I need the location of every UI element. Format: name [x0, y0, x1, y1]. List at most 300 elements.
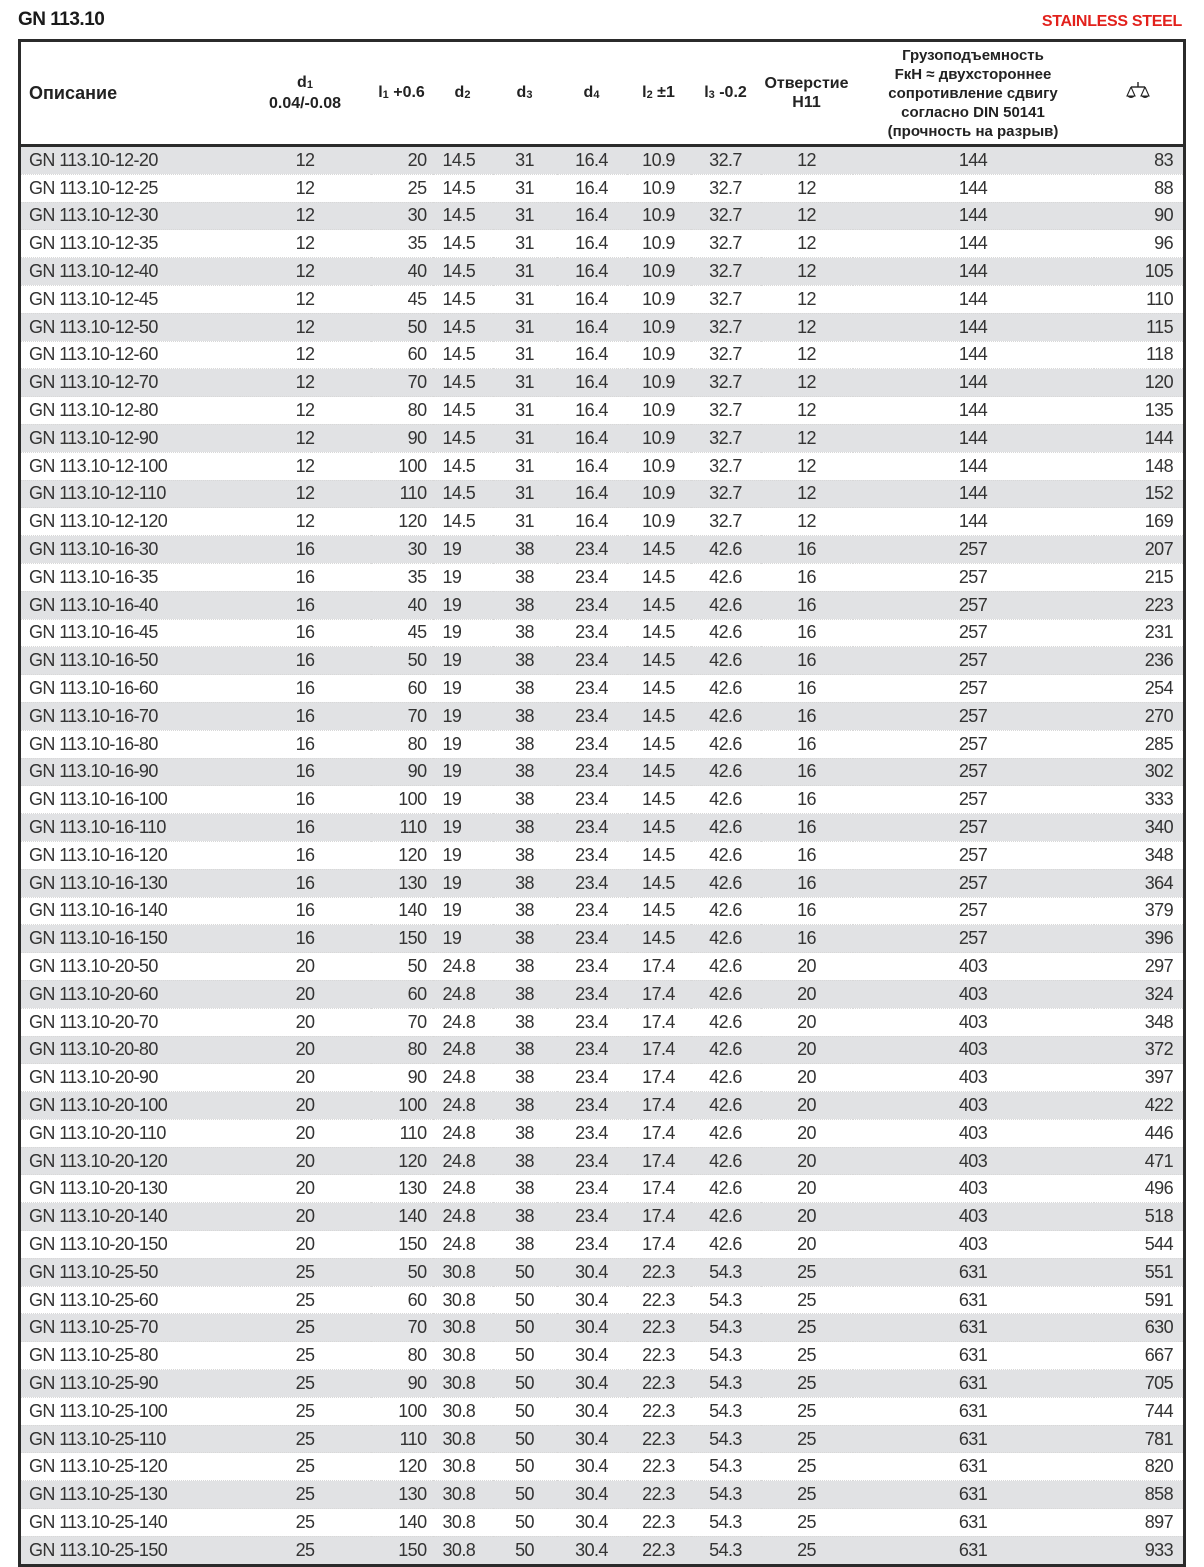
cell-l1: 45: [371, 619, 433, 647]
cell-l2: 17.4: [627, 1036, 691, 1064]
cell-weight: 364: [1094, 869, 1185, 897]
cell-d3: 50: [493, 1286, 557, 1314]
table-row: [20, 1286, 1185, 1314]
cell-l2: 14.5: [627, 758, 691, 786]
cell-l3: 54.3: [691, 1536, 761, 1565]
cell-l3: 54.3: [691, 1258, 761, 1286]
cell-l1: 150: [371, 1536, 433, 1565]
cell-weight: 152: [1094, 480, 1185, 508]
specification-table: [18, 39, 1186, 1567]
cell-description: GN 113.10-12-90: [20, 424, 240, 452]
table-row: [20, 1231, 1185, 1259]
cell-d4: 23.4: [557, 953, 627, 981]
cell-hole-h11: 20: [761, 1175, 853, 1203]
cell-l2: 14.5: [627, 536, 691, 564]
cell-l2: 17.4: [627, 1175, 691, 1203]
cell-l1: 35: [371, 230, 433, 258]
cell-l2: 10.9: [627, 424, 691, 452]
cell-description: GN 113.10-16-30: [20, 536, 240, 564]
cell-l1: 130: [371, 869, 433, 897]
cell-d1: 16: [240, 786, 371, 814]
cell-l3: 54.3: [691, 1370, 761, 1398]
cell-d3: 38: [493, 841, 557, 869]
cell-load-capacity: 403: [853, 1231, 1094, 1259]
table-body: [20, 146, 1185, 1566]
cell-l2: 10.9: [627, 146, 691, 175]
cell-weight: 933: [1094, 1536, 1185, 1565]
cell-weight: 858: [1094, 1481, 1185, 1509]
cell-hole-h11: 20: [761, 1203, 853, 1231]
cell-l1: 70: [371, 1008, 433, 1036]
table-row: [20, 1008, 1185, 1036]
cell-hole-h11: 12: [761, 258, 853, 286]
cell-load-capacity: 257: [853, 675, 1094, 703]
cell-d1: 25: [240, 1425, 371, 1453]
cell-hole-h11: 16: [761, 563, 853, 591]
cell-d3: 38: [493, 702, 557, 730]
cell-load-capacity: 144: [853, 285, 1094, 313]
cell-description: GN 113.10-25-100: [20, 1397, 240, 1425]
cell-weight: 236: [1094, 647, 1185, 675]
cell-hole-h11: 12: [761, 313, 853, 341]
cell-d3: 38: [493, 1203, 557, 1231]
cell-load-capacity: 144: [853, 508, 1094, 536]
cell-d2: 19: [433, 730, 493, 758]
cell-load-capacity: 257: [853, 591, 1094, 619]
capacity-line-2: FкН ≈ двухстороннее: [894, 65, 1052, 83]
cell-description: GN 113.10-16-100: [20, 786, 240, 814]
cell-d4: 23.4: [557, 1092, 627, 1120]
cell-hole-h11: 16: [761, 591, 853, 619]
cell-load-capacity: 257: [853, 786, 1094, 814]
cell-d3: 31: [493, 480, 557, 508]
cell-l3: 42.6: [691, 591, 761, 619]
cell-hole-h11: 16: [761, 619, 853, 647]
cell-d4: 16.4: [557, 285, 627, 313]
cell-description: GN 113.10-25-80: [20, 1342, 240, 1370]
cell-l3: 42.6: [691, 925, 761, 953]
cell-d4: 23.4: [557, 897, 627, 925]
cell-l2: 22.3: [627, 1425, 691, 1453]
cell-d3: 38: [493, 1231, 557, 1259]
table-row: [20, 1536, 1185, 1565]
cell-d3: 38: [493, 619, 557, 647]
cell-l3: 32.7: [691, 230, 761, 258]
cell-l1: 120: [371, 841, 433, 869]
table-row: [20, 1119, 1185, 1147]
cell-d2: 19: [433, 563, 493, 591]
cell-d2: 24.8: [433, 980, 493, 1008]
cell-d2: 30.8: [433, 1509, 493, 1537]
cell-l2: 14.5: [627, 730, 691, 758]
cell-hole-h11: 12: [761, 146, 853, 175]
cell-weight: 446: [1094, 1119, 1185, 1147]
cell-d2: 19: [433, 786, 493, 814]
cell-l1: 140: [371, 897, 433, 925]
cell-load-capacity: 257: [853, 730, 1094, 758]
cell-load-capacity: 144: [853, 341, 1094, 369]
cell-description: GN 113.10-20-60: [20, 980, 240, 1008]
cell-load-capacity: 144: [853, 369, 1094, 397]
cell-d4: 16.4: [557, 508, 627, 536]
cell-hole-h11: 25: [761, 1258, 853, 1286]
table-row: [20, 1397, 1185, 1425]
cell-l1: 150: [371, 925, 433, 953]
cell-description: GN 113.10-25-50: [20, 1258, 240, 1286]
cell-l2: 14.5: [627, 786, 691, 814]
table-row: [20, 980, 1185, 1008]
cell-description: GN 113.10-12-80: [20, 397, 240, 425]
cell-d1: 12: [240, 369, 371, 397]
cell-l2: 22.3: [627, 1370, 691, 1398]
cell-hole-h11: 16: [761, 897, 853, 925]
cell-l2: 14.5: [627, 897, 691, 925]
cell-d3: 38: [493, 1064, 557, 1092]
cell-hole-h11: 25: [761, 1509, 853, 1537]
cell-weight: 105: [1094, 258, 1185, 286]
cell-d4: 16.4: [557, 369, 627, 397]
table-row: [20, 341, 1185, 369]
cell-l1: 130: [371, 1175, 433, 1203]
cell-l1: 80: [371, 1036, 433, 1064]
cell-d1: 16: [240, 647, 371, 675]
cell-l3: 42.6: [691, 675, 761, 703]
cell-l3: 54.3: [691, 1453, 761, 1481]
cell-load-capacity: 144: [853, 258, 1094, 286]
cell-hole-h11: 16: [761, 869, 853, 897]
cell-d2: 19: [433, 702, 493, 730]
cell-l3: 42.6: [691, 1092, 761, 1120]
cell-d1: 20: [240, 1231, 371, 1259]
cell-l3: 54.3: [691, 1481, 761, 1509]
cell-d3: 31: [493, 424, 557, 452]
cell-l2: 22.3: [627, 1397, 691, 1425]
cell-l1: 90: [371, 758, 433, 786]
cell-d1: 20: [240, 1036, 371, 1064]
table-row: [20, 397, 1185, 425]
cell-hole-h11: 25: [761, 1481, 853, 1509]
cell-d4: 23.4: [557, 980, 627, 1008]
cell-l2: 22.3: [627, 1453, 691, 1481]
table-row: [20, 174, 1185, 202]
cell-d1: 16: [240, 897, 371, 925]
cell-d3: 38: [493, 730, 557, 758]
cell-l3: 32.7: [691, 424, 761, 452]
cell-l3: 42.6: [691, 1231, 761, 1259]
cell-d3: 31: [493, 174, 557, 202]
cell-l3: 42.6: [691, 1147, 761, 1175]
cell-d2: 14.5: [433, 313, 493, 341]
cell-hole-h11: 20: [761, 1147, 853, 1175]
cell-d1: 20: [240, 1064, 371, 1092]
cell-l2: 17.4: [627, 1203, 691, 1231]
cell-l2: 14.5: [627, 925, 691, 953]
cell-d1: 25: [240, 1286, 371, 1314]
cell-weight: 118: [1094, 341, 1185, 369]
cell-d2: 14.5: [433, 369, 493, 397]
cell-l3: 32.7: [691, 369, 761, 397]
cell-d2: 14.5: [433, 202, 493, 230]
cell-load-capacity: 631: [853, 1258, 1094, 1286]
cell-l3: 54.3: [691, 1425, 761, 1453]
cell-d4: 30.4: [557, 1342, 627, 1370]
cell-d1: 20: [240, 1092, 371, 1120]
table-row: [20, 258, 1185, 286]
cell-description: GN 113.10-16-40: [20, 591, 240, 619]
cell-l2: 10.9: [627, 452, 691, 480]
cell-weight: 135: [1094, 397, 1185, 425]
l3-subscript: 3: [708, 88, 715, 101]
cell-l3: 42.6: [691, 1036, 761, 1064]
capacity-line-4: согласно DIN 50141: [901, 103, 1045, 121]
table-row: [20, 452, 1185, 480]
cell-d1: 16: [240, 925, 371, 953]
cell-l3: 42.6: [691, 953, 761, 981]
cell-d1: 12: [240, 174, 371, 202]
cell-d3: 31: [493, 202, 557, 230]
table-row: [20, 1342, 1185, 1370]
cell-d4: 23.4: [557, 619, 627, 647]
cell-d1: 25: [240, 1453, 371, 1481]
cell-load-capacity: 144: [853, 174, 1094, 202]
cell-load-capacity: 631: [853, 1342, 1094, 1370]
table-row: [20, 508, 1185, 536]
cell-l1: 30: [371, 202, 433, 230]
cell-d2: 19: [433, 897, 493, 925]
cell-weight: 148: [1094, 452, 1185, 480]
cell-d2: 24.8: [433, 1064, 493, 1092]
cell-l1: 30: [371, 536, 433, 564]
cell-hole-h11: 12: [761, 452, 853, 480]
cell-description: GN 113.10-12-120: [20, 508, 240, 536]
cell-d4: 23.4: [557, 675, 627, 703]
col-header-description: [20, 41, 240, 146]
cell-d4: 30.4: [557, 1425, 627, 1453]
cell-weight: 270: [1094, 702, 1185, 730]
cell-load-capacity: 631: [853, 1509, 1094, 1537]
cell-load-capacity: 257: [853, 647, 1094, 675]
cell-weight: 820: [1094, 1453, 1185, 1481]
cell-d2: 24.8: [433, 1231, 493, 1259]
cell-l3: 42.6: [691, 1064, 761, 1092]
cell-description: GN 113.10-16-60: [20, 675, 240, 703]
cell-l2: 22.3: [627, 1314, 691, 1342]
cell-d3: 38: [493, 897, 557, 925]
cell-l1: 40: [371, 591, 433, 619]
cell-l1: 70: [371, 1314, 433, 1342]
cell-hole-h11: 16: [761, 786, 853, 814]
cell-d4: 23.4: [557, 1175, 627, 1203]
cell-load-capacity: 403: [853, 1064, 1094, 1092]
cell-l2: 17.4: [627, 1147, 691, 1175]
cell-d3: 38: [493, 758, 557, 786]
cell-weight: 83: [1094, 146, 1185, 175]
cell-d1: 16: [240, 675, 371, 703]
hole-label: Отверстие: [764, 75, 849, 92]
cell-d3: 50: [493, 1314, 557, 1342]
cell-d3: 31: [493, 341, 557, 369]
cell-d2: 14.5: [433, 146, 493, 175]
cell-d4: 30.4: [557, 1453, 627, 1481]
cell-weight: 144: [1094, 424, 1185, 452]
cell-l1: 80: [371, 730, 433, 758]
cell-d4: 30.4: [557, 1258, 627, 1286]
cell-d4: 16.4: [557, 202, 627, 230]
cell-l1: 70: [371, 702, 433, 730]
cell-d1: 20: [240, 980, 371, 1008]
capacity-line-3: сопротивление сдвигу: [888, 84, 1058, 102]
cell-hole-h11: 25: [761, 1397, 853, 1425]
cell-d1: 16: [240, 841, 371, 869]
l3-tolerance: -0.2: [719, 83, 747, 101]
cell-d1: 20: [240, 1203, 371, 1231]
cell-description: GN 113.10-16-90: [20, 758, 240, 786]
cell-description: GN 113.10-25-140: [20, 1509, 240, 1537]
cell-l3: 42.6: [691, 897, 761, 925]
table-row: [20, 369, 1185, 397]
cell-hole-h11: 12: [761, 508, 853, 536]
cell-l2: 17.4: [627, 1064, 691, 1092]
cell-l3: 42.6: [691, 702, 761, 730]
cell-d2: 30.8: [433, 1481, 493, 1509]
cell-d3: 31: [493, 146, 557, 175]
cell-d3: 38: [493, 591, 557, 619]
cell-weight: 215: [1094, 563, 1185, 591]
cell-d2: 30.8: [433, 1425, 493, 1453]
scale-icon: [1125, 80, 1151, 102]
cell-description: GN 113.10-16-35: [20, 563, 240, 591]
cell-d3: 31: [493, 230, 557, 258]
cell-description: GN 113.10-12-100: [20, 452, 240, 480]
cell-l1: 50: [371, 313, 433, 341]
cell-d3: 38: [493, 563, 557, 591]
cell-description: GN 113.10-16-80: [20, 730, 240, 758]
cell-d4: 30.4: [557, 1536, 627, 1565]
cell-load-capacity: 403: [853, 1119, 1094, 1147]
cell-d2: 30.8: [433, 1453, 493, 1481]
cell-d3: 50: [493, 1425, 557, 1453]
cell-hole-h11: 12: [761, 397, 853, 425]
cell-d4: 23.4: [557, 869, 627, 897]
cell-d2: 30.8: [433, 1258, 493, 1286]
cell-description: GN 113.10-12-70: [20, 369, 240, 397]
cell-l1: 120: [371, 1453, 433, 1481]
cell-l1: 60: [371, 675, 433, 703]
cell-l2: 10.9: [627, 230, 691, 258]
cell-weight: 297: [1094, 953, 1185, 981]
table-row: [20, 1064, 1185, 1092]
cell-load-capacity: 631: [853, 1286, 1094, 1314]
cell-weight: 96: [1094, 230, 1185, 258]
cell-d4: 23.4: [557, 591, 627, 619]
cell-d2: 19: [433, 869, 493, 897]
cell-weight: 667: [1094, 1342, 1185, 1370]
cell-description: GN 113.10-16-130: [20, 869, 240, 897]
cell-d3: 50: [493, 1370, 557, 1398]
table-row: [20, 841, 1185, 869]
cell-d2: 19: [433, 814, 493, 842]
cell-d2: 14.5: [433, 397, 493, 425]
cell-d2: 24.8: [433, 953, 493, 981]
cell-hole-h11: 12: [761, 285, 853, 313]
cell-hole-h11: 20: [761, 1231, 853, 1259]
cell-l3: 42.6: [691, 1175, 761, 1203]
cell-d2: 30.8: [433, 1314, 493, 1342]
cell-l3: 32.7: [691, 313, 761, 341]
cell-d1: 25: [240, 1314, 371, 1342]
cell-l2: 10.9: [627, 202, 691, 230]
cell-l1: 50: [371, 1258, 433, 1286]
d2-subscript: 2: [464, 88, 471, 101]
table-row: [20, 1314, 1185, 1342]
cell-d4: 16.4: [557, 480, 627, 508]
table-row: [20, 563, 1185, 591]
cell-hole-h11: 20: [761, 1064, 853, 1092]
cell-d2: 24.8: [433, 1147, 493, 1175]
cell-load-capacity: 403: [853, 980, 1094, 1008]
cell-description: GN 113.10-16-50: [20, 647, 240, 675]
cell-hole-h11: 12: [761, 480, 853, 508]
cell-l2: 22.3: [627, 1258, 691, 1286]
cell-d1: 16: [240, 702, 371, 730]
cell-description: GN 113.10-12-20: [20, 146, 240, 175]
cell-d4: 30.4: [557, 1509, 627, 1537]
cell-l2: 10.9: [627, 480, 691, 508]
cell-d1: 12: [240, 341, 371, 369]
cell-d2: 14.5: [433, 424, 493, 452]
cell-load-capacity: 257: [853, 925, 1094, 953]
cell-l1: 90: [371, 424, 433, 452]
cell-l1: 110: [371, 1119, 433, 1147]
cell-hole-h11: 25: [761, 1286, 853, 1314]
col-header-d1: [240, 41, 371, 146]
cell-l2: 22.3: [627, 1342, 691, 1370]
cell-l3: 42.6: [691, 619, 761, 647]
d1-subscript: 1: [306, 79, 313, 91]
cell-d1: 20: [240, 953, 371, 981]
cell-d4: 23.4: [557, 536, 627, 564]
cell-l1: 40: [371, 258, 433, 286]
cell-l3: 42.6: [691, 814, 761, 842]
cell-load-capacity: 631: [853, 1536, 1094, 1565]
cell-weight: 897: [1094, 1509, 1185, 1537]
table-row: [20, 1481, 1185, 1509]
cell-d2: 30.8: [433, 1286, 493, 1314]
cell-description: GN 113.10-12-40: [20, 258, 240, 286]
cell-d1: 20: [240, 1175, 371, 1203]
cell-l1: 130: [371, 1481, 433, 1509]
cell-description: GN 113.10-12-50: [20, 313, 240, 341]
cell-load-capacity: 257: [853, 536, 1094, 564]
cell-d1: 12: [240, 397, 371, 425]
cell-weight: 591: [1094, 1286, 1185, 1314]
cell-l1: 100: [371, 1397, 433, 1425]
cell-d4: 23.4: [557, 1119, 627, 1147]
cell-d1: 16: [240, 730, 371, 758]
cell-l3: 32.7: [691, 480, 761, 508]
cell-hole-h11: 25: [761, 1370, 853, 1398]
cell-hole-h11: 12: [761, 369, 853, 397]
cell-l3: 32.7: [691, 146, 761, 175]
cell-d4: 16.4: [557, 230, 627, 258]
cell-d1: 25: [240, 1509, 371, 1537]
cell-l3: 42.6: [691, 563, 761, 591]
cell-load-capacity: 144: [853, 202, 1094, 230]
cell-load-capacity: 631: [853, 1397, 1094, 1425]
cell-d3: 38: [493, 536, 557, 564]
cell-l3: 42.6: [691, 980, 761, 1008]
table-row: [20, 1203, 1185, 1231]
